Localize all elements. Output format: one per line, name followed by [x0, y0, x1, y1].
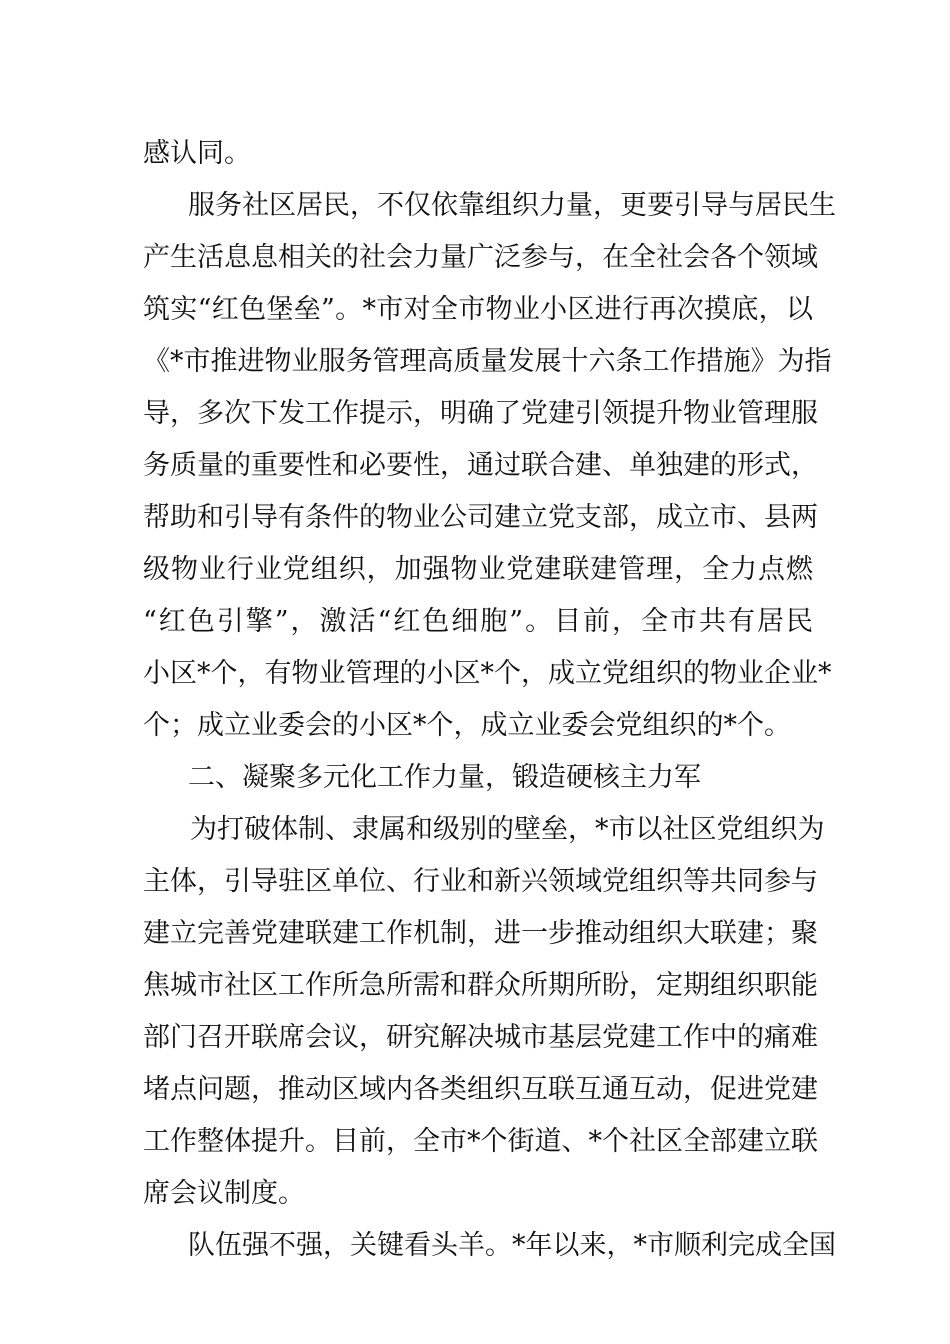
- text-line: 帮助和引导有条件的物业公司建立党支部，成立市、县两: [143, 502, 818, 533]
- text-line: 队伍强不强，关键看头羊。*年以来，*市顺利完成全国: [188, 1230, 836, 1261]
- section-heading: 二、凝聚多元化工作力量，锻造硬核主力军: [188, 762, 701, 793]
- text-line: 堵点问题，推动区域内各类组织互联互通互动，促进党建: [143, 1074, 818, 1105]
- text-line: 部门召开联席会议，研究解决城市基层党建工作中的痛难: [143, 1022, 818, 1053]
- text-line: 个；成立业委会的小区*个，成立业委会党组织的*个。: [143, 710, 791, 741]
- text-line: “红色引擎”，激活“红色细胞”。目前，全市共有居民: [143, 606, 813, 637]
- text-line: 产生活息息相关的社会力量广泛参与，在全社会各个领域: [143, 242, 818, 273]
- text-line: 导，多次下发工作提示，明确了党建引领提升物业管理服: [143, 398, 818, 429]
- text-line: 级物业行业党组织，加强物业党建联建管理，全力点燃: [143, 554, 813, 585]
- text-line: 建立完善党建联建工作机制，进一步推动组织大联建；聚: [143, 918, 818, 949]
- text-line: 主体，引导驻区单位、行业和新兴领域党组织等共同参与: [143, 866, 818, 897]
- text-line: 小区*个，有物业管理的小区*个，成立党组织的物业企业*: [143, 658, 832, 689]
- text-line: 服务社区居民，不仅依靠组织力量，更要引导与居民生: [188, 190, 836, 221]
- text-line: 为打破体制、隶属和级别的壁垒，*市以社区党组织为: [190, 814, 825, 845]
- text-line: 工作整体提升。目前，全市*个街道、*个社区全部建立联: [143, 1126, 818, 1157]
- text-line: 务质量的重要性和必要性，通过联合建、单独建的形式，: [143, 450, 818, 481]
- text-line: 席会议制度。: [143, 1178, 305, 1209]
- text-line: 感认同。: [143, 138, 251, 169]
- text-line: 《*市推进物业服务管理高质量发展十六条工作措施》为指: [143, 346, 832, 377]
- text-line: 筑实“红色堡垒”。*市对全市物业小区进行再次摸底，以: [143, 294, 813, 325]
- text-line: 焦城市社区工作所急所需和群众所期所盼，定期组织职能: [143, 970, 818, 1001]
